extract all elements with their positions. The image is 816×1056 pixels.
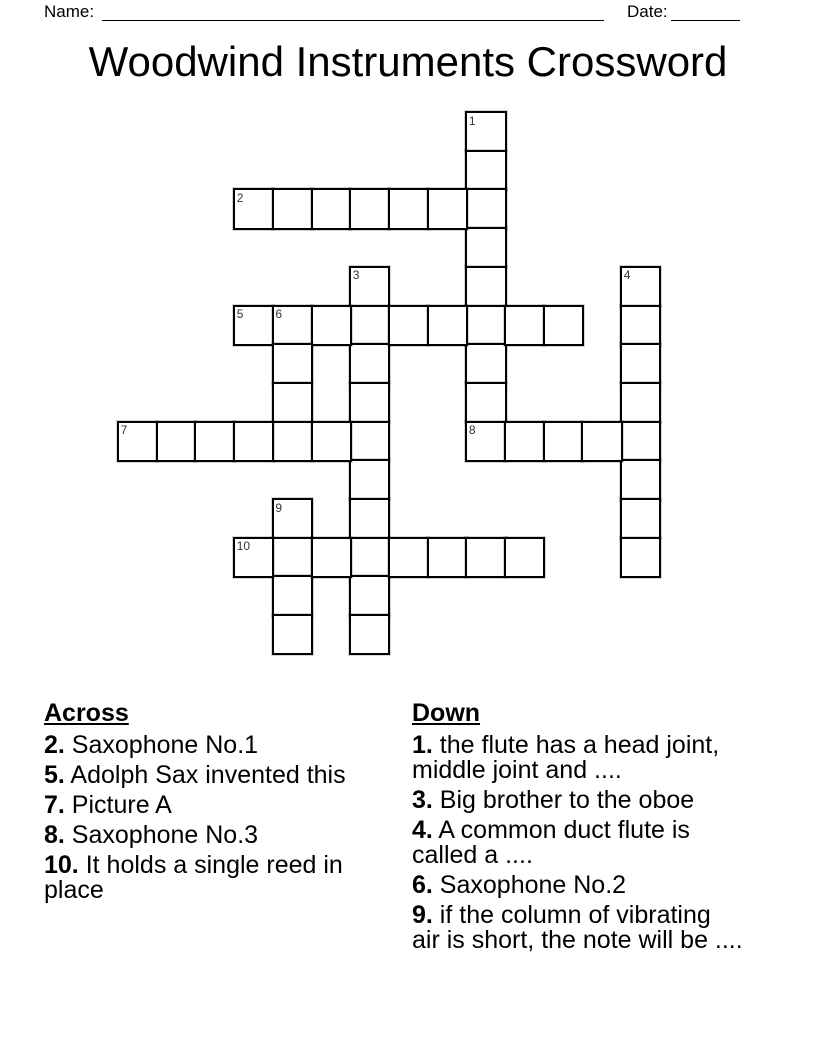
across-clues <box>44 701 389 908</box>
clue-item-down-6 <box>412 873 772 898</box>
grid-cell[interactable] <box>543 421 584 462</box>
grid-cell[interactable] <box>620 343 661 384</box>
grid-cell[interactable] <box>388 188 429 229</box>
grid-cell[interactable] <box>349 382 390 423</box>
clue-number: 9. <box>412 901 433 929</box>
grid-cell[interactable] <box>581 421 622 462</box>
grid-cell[interactable] <box>272 305 313 346</box>
clue-number: 2. <box>44 731 65 759</box>
clue-number: 1. <box>412 731 433 759</box>
grid-cell[interactable] <box>349 305 390 346</box>
clue-line: 6. Saxophone No.2 <box>412 871 627 899</box>
name-label: Name: <box>44 2 95 21</box>
page-title: Woodwind Instruments Crossword <box>88 38 728 85</box>
grid-cell[interactable] <box>311 305 352 346</box>
grid-cell[interactable] <box>504 421 545 462</box>
grid-cell-number: 4 <box>623 268 631 283</box>
grid-cell[interactable] <box>349 188 390 229</box>
clue-number: 5. <box>44 761 65 789</box>
grid-cell[interactable] <box>349 421 390 462</box>
grid-cell[interactable] <box>465 111 506 152</box>
grid-cell[interactable] <box>272 575 313 616</box>
clue-number: 10. <box>44 851 79 879</box>
clue-line: 10. It holds a single reed in <box>44 851 343 879</box>
name-line[interactable] <box>102 3 604 21</box>
grid-cell-number: 5 <box>236 307 244 322</box>
across-clue-list <box>44 733 389 903</box>
clue-item-across-5 <box>44 763 389 788</box>
grid-cell[interactable] <box>349 266 390 307</box>
grid-cell[interactable] <box>349 498 390 539</box>
clue-number: 3. <box>412 786 433 814</box>
down-heading: Down <box>412 699 481 727</box>
clue-line: middle joint and .... <box>412 756 622 784</box>
grid-cell[interactable] <box>543 305 584 346</box>
grid-cell[interactable] <box>620 266 661 307</box>
grid-cell[interactable] <box>465 537 506 578</box>
grid-cell[interactable] <box>311 421 352 462</box>
clue-number: 6. <box>412 871 433 899</box>
down-clue-list <box>412 733 772 953</box>
grid-cell[interactable] <box>233 188 274 229</box>
clue-line: called a .... <box>412 841 533 869</box>
clue-line: 1. the flute has a head joint, <box>412 731 720 759</box>
clue-item-down-4 <box>412 818 772 868</box>
grid-cell[interactable] <box>233 305 274 346</box>
clue-line: 9. if the column of vibrating <box>412 901 711 929</box>
grid-cell[interactable] <box>620 382 661 423</box>
grid-cell[interactable] <box>272 382 313 423</box>
grid-cell[interactable] <box>349 343 390 384</box>
grid-cell-number: 1 <box>468 113 476 128</box>
clue-line: 5. Adolph Sax invented this <box>44 761 346 789</box>
clue-number: 7. <box>44 791 65 819</box>
grid-cell[interactable] <box>272 421 313 462</box>
grid-cell-number: 2 <box>236 191 244 205</box>
grid-cell[interactable] <box>465 227 506 268</box>
across-heading: Across <box>44 699 129 727</box>
grid-cell[interactable] <box>388 537 429 578</box>
clue-line: 3. Big brother to the oboe <box>412 786 695 814</box>
clue-item-across-10 <box>44 853 389 903</box>
grid-cell[interactable] <box>233 421 274 462</box>
clue-line: 2. Saxophone No.1 <box>44 731 259 759</box>
grid-cell[interactable] <box>620 498 661 539</box>
grid-cell[interactable] <box>349 614 390 655</box>
date-line[interactable] <box>671 3 740 21</box>
grid-cell-number: 8 <box>468 423 476 438</box>
grid-cell[interactable] <box>311 537 352 578</box>
clue-line: place <box>44 876 104 904</box>
grid-cell[interactable] <box>427 305 468 346</box>
grid-cell[interactable] <box>349 537 390 578</box>
grid-cell[interactable] <box>465 188 506 229</box>
clue-line: 7. Picture A <box>44 791 172 819</box>
grid-cell[interactable] <box>465 343 506 384</box>
grid-cell[interactable] <box>465 305 506 346</box>
grid-cell[interactable] <box>465 421 506 462</box>
grid-cell[interactable] <box>620 459 661 500</box>
clue-item-across-8 <box>44 823 389 848</box>
grid-cell[interactable] <box>620 305 661 346</box>
grid-cell[interactable] <box>427 188 468 229</box>
grid-cell[interactable] <box>194 421 235 462</box>
grid-cell[interactable] <box>272 343 313 384</box>
grid-cell[interactable] <box>233 537 274 578</box>
down-clues <box>412 701 772 958</box>
grid-cell[interactable] <box>465 382 506 423</box>
grid-cell[interactable] <box>465 266 506 307</box>
grid-cell[interactable] <box>504 305 545 346</box>
grid-cell[interactable] <box>272 614 313 655</box>
date-label: Date: <box>627 2 668 21</box>
grid-cell[interactable] <box>427 537 468 578</box>
clue-item-down-1 <box>412 733 772 783</box>
grid-cell[interactable] <box>620 421 661 462</box>
clue-line: air is short, the note will be .... <box>412 926 743 954</box>
grid-cell[interactable] <box>465 150 506 191</box>
clue-number: 4. <box>412 816 433 844</box>
grid-cell[interactable] <box>311 188 352 229</box>
grid-cell[interactable] <box>272 188 313 229</box>
clue-item-down-3 <box>412 788 772 813</box>
grid-cell[interactable] <box>117 421 158 462</box>
grid-cell-number: 6 <box>275 307 283 322</box>
grid-cell[interactable] <box>504 537 545 578</box>
grid-cell-number: 9 <box>275 500 283 515</box>
grid-cell[interactable] <box>349 575 390 616</box>
clue-line: 8. Saxophone No.3 <box>44 821 259 849</box>
grid-cell[interactable] <box>388 305 429 346</box>
grid-cell[interactable] <box>272 537 313 578</box>
clue-number: 8. <box>44 821 65 849</box>
clue-item-down-9 <box>412 903 772 953</box>
clue-item-across-2 <box>44 733 389 758</box>
grid-cell-number: 10 <box>236 539 251 554</box>
grid-cell[interactable] <box>620 537 661 578</box>
grid-cell[interactable] <box>349 459 390 500</box>
grid-cell[interactable] <box>156 421 197 462</box>
clue-item-across-7 <box>44 793 389 818</box>
grid-cell[interactable] <box>272 498 313 539</box>
clue-line: 4. A common duct flute is <box>412 816 690 844</box>
grid-cell-number: 7 <box>120 423 128 438</box>
grid-cell-number: 3 <box>352 268 360 283</box>
